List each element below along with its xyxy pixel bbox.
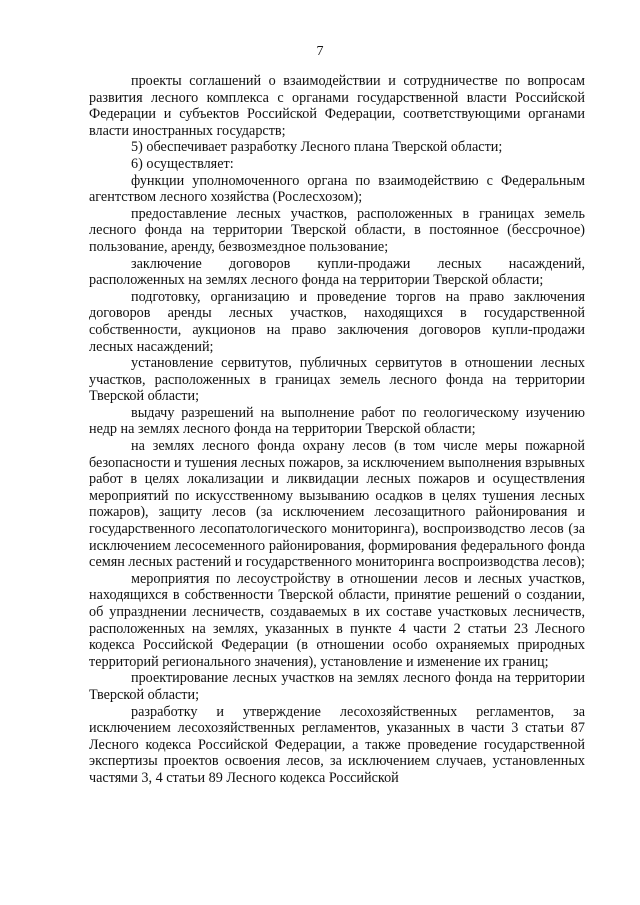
paragraph: 6) осуществляет: [131,155,234,172]
paragraph: мероприятия по лесоустройству в отношении лесов и лесных участков, находящихся в собственности Тверской области, принятие решений о создании, об упразднении лесничеств, создаваемых в их составе участковых лесничеств, расположенных на землях, указанных в пункте 4 части 2 статьи 23 Лесного кодекса Российской Федерации (в отношении особо охраняемых природных территорий регионального значения), установление и изменение их границ; [89,570,585,670]
paragraph: на землях лесного фонда охрану лесов (в том числе меры пожарной безопасности и тушения лесных пожаров, за исключением выполнения взрывных работ в целях локализации и ликвидации лесных пожаров и осуществления мероприятий по искусственному вызыванию осадков в целях тушения лесных пожаров), защиту лесов (за исключением лесозащитного районирования и государственного лесопатологического мониторинга), воспроизводство лесов (за исключением лесосеменного районирования, формирования федерального фонда семян лесных растений и государственного мониторинга воспроизводства лесов); [89,438,585,571]
paragraph: проектирование лесных участков на землях лесного фонда на территории Тверской области; [89,670,585,703]
paragraph: функции уполномоченного органа по взаимодействию с Федеральным агентством лесного хозяйства (Рослесхозом); [89,172,585,206]
paragraph: проекты соглашений о взаимодействии и сотрудничестве по вопросам развития лесного комплекса с органами государственной власти Российской Федерации и субъектов Российской Федерации, соответствующими органами власти иностранных государств; [89,73,585,139]
page-number: 7 [316,44,324,59]
paragraph: 5) обеспечивает разработку Лесного плана Тверской области; [131,139,503,156]
body-text [89,73,585,787]
paragraph: разработку и утверждение лесохозяйственных регламентов, за исключением лесохозяйственных регламентов, указанных в части 3 статьи 87 Лесного кодекса Российской Федерации, а также проведение государственной экспертизы проектов освоения лесов, за исключением случаев, установленных частями 3, 4 статьи 89 Лесного кодекса Российской [89,703,585,786]
paragraph: установление сервитутов, публичных сервитутов в отношении лесных участков, расположенных в границах земель лесного фонда на территории Тверской области; [89,355,585,405]
paragraph: подготовку, организацию и проведение торгов на право заключения договоров аренды лесных участков, находящихся в государственной собственности, аукционов на право заключения договоров купли-продажи лесных насаждений; [89,288,585,355]
paragraph: предоставление лесных участков, расположенных в границах земель лесного фонда на территории Тверской области, в постоянное (бессрочное) пользование, аренду, безвозмездное пользование; [89,205,585,255]
paragraph: выдачу разрешений на выполнение работ по геологическому изучению недр на землях лесного фонда на территории Тверской области; [89,404,585,438]
paragraph: заключение договоров купли-продажи лесных насаждений, расположенных на землях лесного фонда на территории Тверской области; [89,255,585,289]
